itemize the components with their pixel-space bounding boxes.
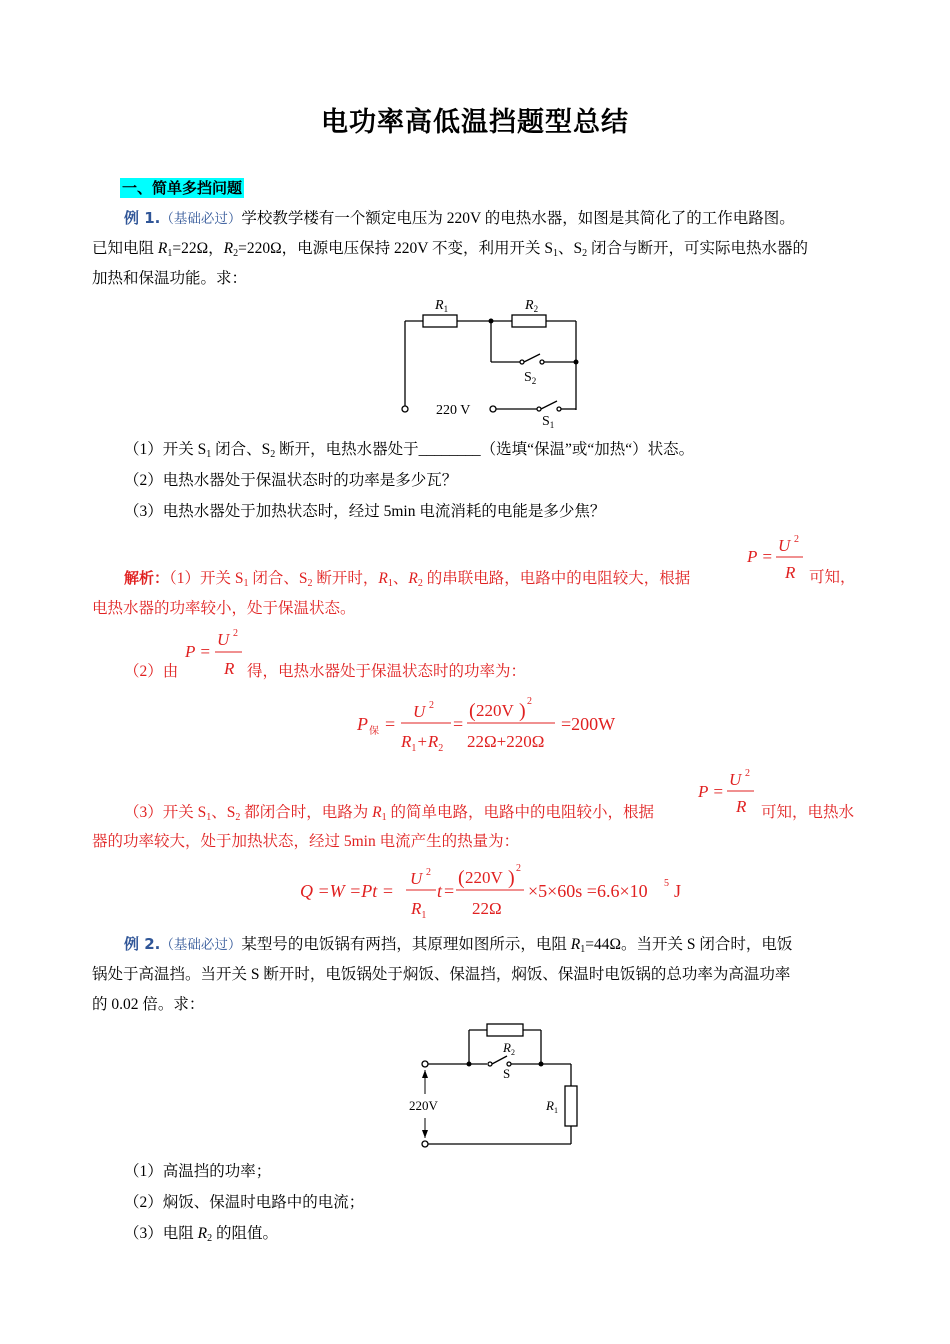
svg-text:R: R [736,797,747,816]
s-label: S [503,1066,511,1081]
formula-p-u2-r-1 [745,532,805,584]
ex1-line2: 已知电阻 $R_1=22\Omega$，$R_2=220\Omega$，电源电压保持 220V 不变，利用开关 $S_1$、$S_2$ 闭合与断开，可实际电热水器的 [92,240,809,259]
sol1-line3-end: 可知，电热水 [761,804,855,821]
svg-text:): ) [519,700,526,722]
ex2-tag: （基础必过） [160,937,242,953]
ex2-line1 [124,934,792,955]
svg-text:U: U [413,702,426,721]
equation-p-bao [355,692,645,756]
svg-text:P: P [357,714,368,734]
sol-label: 解析： [124,569,170,587]
svg-text:U: U [729,770,742,789]
r1-label-2: $R_1$ [546,1098,558,1115]
svg-text:2: 2 [527,696,532,707]
ex1-tag: （基础必过） [160,211,242,227]
r2-label-2: $R_2$ [503,1040,515,1057]
svg-text:P =: P = [185,642,211,661]
section-heading: 一、简单多挡问题 [122,179,243,197]
ex2-q3: （3）电阻 $R_2$ 的阻值。 [124,1225,278,1244]
circuit-diagram-2 [405,1018,590,1153]
s2-label: $S_2$ [524,370,537,386]
ex2-q1: （1）高温挡的功率； [124,1163,272,1180]
svg-text:J: J [674,881,682,901]
svg-text:×5×60s =6.6×10: ×5×60s =6.6×10 [528,881,648,901]
r2-label: $R_2$ [525,298,539,314]
svg-text:): ) [508,867,515,889]
svg-text:R1: $R_1$ [411,899,427,921]
equation-q [298,860,708,922]
svg-text:22Ω: 22Ω [472,899,502,918]
svg-text:2: 2 [233,628,238,639]
ex1-line3: 加热和保温功能。求： [92,270,248,287]
svg-text:R1+R2: $R_1+R_2$ [401,732,444,754]
sol1-line3: （3）开关 $S_1$、$S_2$ 都闭合时，电路为 $R_1$ 的简单电路，电路中的电阻较小，根据 [124,804,654,823]
ex1-line1 [124,208,795,229]
svg-text:5: 5 [664,878,669,889]
formula-p-u2-r-2 [183,626,245,680]
ex1-q3: （3）电热水器处于加热状态时，经过 5min 电流消耗的电能是多少焦？ [124,503,606,520]
svg-text:保: 保 [369,726,379,737]
ex2-label: 例 2. [124,935,161,953]
svg-text:(: ( [458,867,465,889]
svg-text:t: t [437,881,443,901]
circuit-diagram-1 [395,292,595,432]
formula-p-u2-r-3 [696,766,758,818]
svg-text:=: = [453,714,464,734]
svg-text:2: 2 [794,534,799,545]
svg-text:P =: P = [698,782,724,801]
svg-text:22Ω+220Ω: 22Ω+220Ω [467,732,545,751]
ex1-q1: （1）开关 $S_1$ 闭合、$S_2$ 断开，电热水器处于________（选填“保温”或“加热“）状态。 [124,441,695,460]
sol1-a2-pre: （2）由 [124,663,179,680]
ex2-q2: （2）焖饭、保温时电路中的电流； [124,1194,365,1211]
svg-text:2: 2 [745,768,750,779]
ex2-line3: 的 0.02 倍。求： [92,996,205,1013]
sol1-line3b: 器的功率较大，处于加热状态，经过 5min 电流产生的热量为： [92,833,520,850]
svg-text:=200W: =200W [561,714,616,734]
ex1-text1: 学校教学楼有一个额定电压为 220V 的电热水器，如图是其简化了的工作电路图。 [241,210,795,227]
svg-text:220V: 220V [476,701,514,720]
sol1-a2-post: 得，电热水器处于保温状态时的功率为： [247,663,527,680]
voltage-label-2: 220V [409,1098,438,1113]
ex2-line2: 锅处于高温挡。当开关 S 断开时，电饭锅处于焖饭、保温挡，焖饭、保温时电饭锅的总功率为高温功率 [92,966,791,983]
svg-text:R: R [224,659,235,678]
svg-text:U: U [217,630,230,649]
svg-text:2: 2 [429,700,434,711]
ex2-text1: 某型号的电饭锅有两挡，其原理如图所示，电阻 $R_1=44\Omega$。当开关 S 闭合时，电饭 [241,936,793,955]
svg-text:(: ( [469,700,476,722]
sol1-line1-end: 可知， [809,569,856,586]
svg-text:U: U [410,869,423,888]
ex1-label: 例 1. [124,209,161,227]
svg-text:2: 2 [516,863,521,874]
s1-label: $S_1$ [542,414,555,430]
sol1-line1b: 电热水器的功率较小，处于保温状态。 [92,600,356,617]
svg-text:=: = [385,714,396,734]
voltage-label: 220 V [436,403,471,418]
svg-text:R: R [785,563,796,582]
ex1-q2: （2）电热水器处于保温状态时的功率是多少瓦？ [124,472,458,489]
svg-text:Q =W =Pt =: Q =W =Pt = [300,881,394,901]
svg-text:2: 2 [426,867,431,878]
r1-label: $R_1$ [435,298,449,314]
svg-text:U: U [778,536,791,555]
svg-text:P =: P = [747,547,773,566]
page-title: 电功率高低温挡题型总结 [321,107,629,138]
svg-text:=: = [444,881,455,901]
svg-text:220V: 220V [465,868,503,887]
sol1-line1: 解析：（1）开关 $S_1$ 闭合、$S_2$ 断开时，$R_1$、$R_2$ 的串联电路，电路中的电阻较大，根据 [124,569,691,589]
